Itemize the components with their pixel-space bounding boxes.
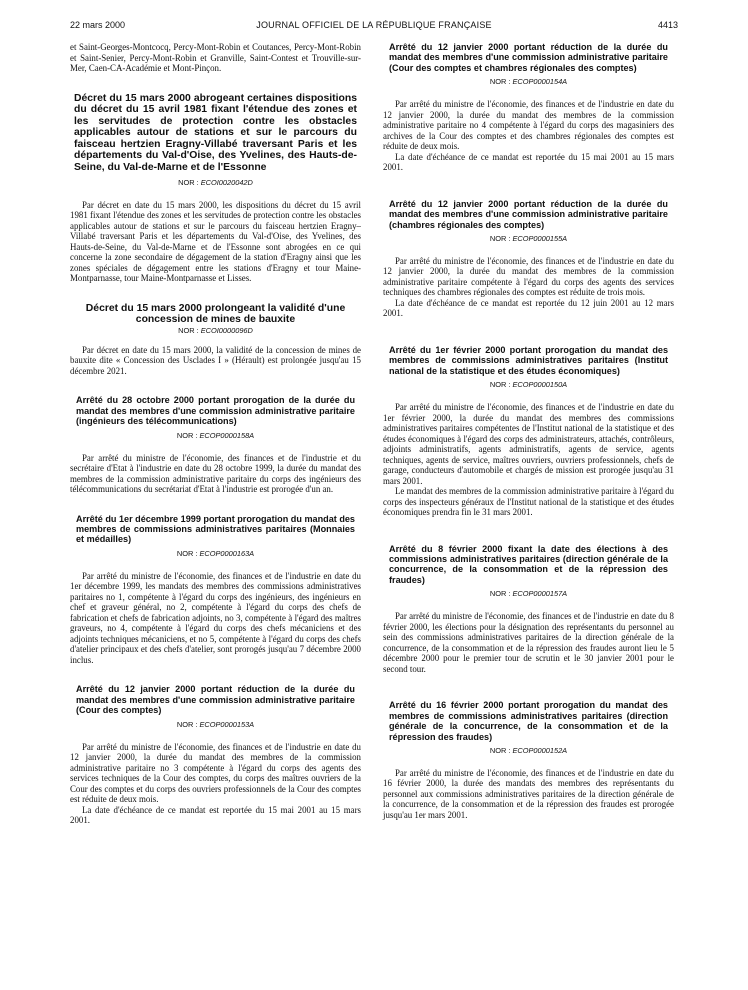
left-column bbox=[70, 42, 361, 826]
arrete-section bbox=[70, 514, 361, 666]
nor-reference bbox=[70, 720, 361, 730]
section-body: Par arrêté du ministre de l'économie, des finances et de l'industrie en date du 8 février 2000, les élections pour la désignation des représentants du personnel au sein des commissions administratives paritaires de la direction générale de la concurrence, de la consommation et de la répression des fraudes auront lieu le 5 décembre 2000 pour le premier tour de scrutin et le 30 janvier 2001 pour le second tour. bbox=[383, 611, 674, 674]
nor-label: NOR : bbox=[489, 233, 511, 243]
nor-code: ECOP0000150A bbox=[512, 380, 568, 390]
nor-label: NOR : bbox=[489, 745, 511, 755]
section-body: Par arrêté du ministre de l'économie, des finances et de l'industrie en date du 1er décembre 1999, les mandats des membres des commissions administratives paritaires no 1, compétente à l'égard du corps des ingénieurs, des ingénieurs en chef et graveur général, no 2, compétente à l'égard du corps des chefs de fabrication et chefs de fabrication adjoints, no 3, compétente à l'égard des maîtres graveurs, no 4, compétente à l'égard du corps des chefs mécaniciens et des adjoints techniques mécaniciens, et no 5, compétente à l'égard du corps des chefs d'atelier principaux et des chefs d'atelier, sont prorogés jusqu'au 7 décembre 2000 inclus. bbox=[70, 570, 361, 665]
section-title: Décret du 15 mars 2000 prolongeant la validité d'une concession de mines de bauxite bbox=[85, 302, 346, 326]
arrete-section bbox=[70, 395, 361, 494]
section-body: Par arrêté du ministre de l'économie, des finances et de l'industrie en date du 12 janvier 2000, la durée du mandat des membres de la commission administrative paritaire no 3 compétente à l'égard du corps des agents des services techniques de la Cour des comptes, du corps des maîtres ouvriers de la Cour des comptes et du corps des ouvriers professionnels de la Cour des comptes est réduite de deux mois. bbox=[70, 741, 361, 804]
header-journal-title: JOURNAL OFFICIEL DE LA RÉPUBLIQUE FRANÇAISE bbox=[256, 20, 492, 30]
section-title: Arrêté du 12 janvier 2000 portant réduction de la durée du mandat des membres d'une commission administrative paritaire (Cour des comptes et chambres régionales des comptes) bbox=[389, 42, 668, 73]
section-title: Arrêté du 1er février 2000 portant prorogation du mandat des membres de commissions administratives paritaires (Institut national de la statistique et des études économiques) bbox=[389, 344, 668, 376]
arrete-section bbox=[383, 199, 674, 319]
nor-reference bbox=[383, 77, 674, 87]
nor-reference bbox=[383, 589, 674, 599]
nor-label: NOR : bbox=[178, 177, 199, 187]
section-title: Arrêté du 1er décembre 1999 portant prorogation du mandat des membres de commissions administratives paritaires (Monnaies et médailles) bbox=[76, 513, 355, 545]
nor-reference bbox=[70, 549, 361, 559]
section-body: Par décret en date du 15 mars 2000, les dispositions du décret du 15 avril 1981 fixant l'étendue des zones et les servitudes de protection contre les obstacles applicables autour de stations et sur le parcours du faisceau hertzien Eragny–Villabé traversant Paris et les départements du Val-d'Oise, des Yvelines, des Hauts-de-Seine, du Val-de-Marne et de l'Essonne sont abrogées en ce qui concerne la zone secondaire de dégagement de la station d'Eragny ainsi que les zones spéciales de dégagement entre les stations d'Eragny et tour Maine-Montparnasse, tour Maine-Montparnasse et Lisses. bbox=[70, 199, 361, 284]
nor-label: NOR : bbox=[178, 325, 199, 335]
arrete-section bbox=[383, 700, 674, 820]
nor-code: ECOP0000155A bbox=[512, 233, 568, 243]
nor-code: ECOP0000157A bbox=[512, 589, 568, 599]
section-title: Arrêté du 28 octobre 2000 portant prorogation de la durée du mandat des membres d'une commission administrative paritaire (ingénieurs des télécommunications) bbox=[76, 395, 355, 427]
section-body: La date d'échéance de ce mandat est reportée du 15 mai 2001 au 15 mars 2001. bbox=[383, 151, 674, 173]
nor-label: NOR : bbox=[176, 548, 198, 558]
section-title: Arrêté du 8 février 2000 fixant la date des élections à des commissions administratives paritaires (direction générale de la concurrence, de la consommation et de la répression des fraudes) bbox=[389, 543, 668, 585]
nor-reference bbox=[70, 431, 361, 441]
nor-reference bbox=[70, 178, 361, 188]
section-body: Par arrêté du ministre de l'économie, des finances et de l'industrie en date du 1er février 2000, la durée du mandat des membres des commissions administratives paritaires compétentes de l'Institut national de la statistique et des études économiques à l'égard des corps des administrateurs, attachés, contrôleurs, adjoints administratifs, agents administratifs, agents de service, agents techniques, agents de service, maîtres ouvriers, ouvriers professionnels, chefs de garage, conducteurs d'automobile et chargés de mission est prorogée jusqu'au 31 mars 2001. bbox=[383, 402, 674, 486]
section-body: Par arrêté du ministre de l'économie, des finances et de l'industrie en date du 16 février 2000, la durée des mandats des membres des représentants du personnel aux commissions administratives paritaires de la direction générale de la concurrence, de la consommation et de la répression des fraudes est prorogée jusqu'au 1er mars 2001. bbox=[383, 767, 674, 820]
header-date: 22 mars 2000 bbox=[70, 20, 126, 30]
nor-label: NOR : bbox=[489, 77, 511, 87]
section-title: Arrêté du 12 janvier 2000 portant réduction de la durée du mandat des membres d'une commission administrative paritaire (Cour des comptes) bbox=[76, 684, 355, 716]
intro-paragraph: et Saint-Georges-Montcocq, Percy-Mont-Robin et Coutances, Percy-Mont-Robin et Saint-Senier, Percy-Mont-Robin et Granville, Saint-Contest et Trouville-sur-Mer, Caen-CA-Académie et Mont-Pinçon. bbox=[70, 42, 361, 73]
nor-code: ECOI0020042D bbox=[200, 177, 253, 187]
section-body: Par arrêté du ministre de l'économie, des finances et de l'industrie et du secrétaire d'Etat à l'industrie en date du 28 octobre 1999, la durée du mandat des membres de la commission administrative paritaire du corps des ingénieurs des télécommunications du secrétariat d'Etat à l'industrie est prorogée d'un an. bbox=[70, 452, 361, 495]
section-title: Arrêté du 16 février 2000 portant prorogation du mandat des membres de commissions administratives paritaires (direction générale de la concurrence, de la consommation et de la répression des fraudes) bbox=[389, 700, 668, 742]
section-body: Par arrêté du ministre de l'économie, des finances et de l'industrie en date du 12 janvier 2000, la durée du mandat des membres de la commission administrative paritaire compétente à l'égard du corps des agents des services techniques des chambres régionales des comptes est réduite de trois mois. bbox=[383, 255, 674, 298]
section-title: Décret du 15 mars 2000 abrogeant certaines dispositions du décret du 15 avril 1981 fixant l'étendue des zones et les servitudes de protection contre les obstacles applicables autour de stations et sur le parcours du faisceau hertzien Eragny-Villabé traversant Paris et les départements du Val-d'Oise, des Yvelines, des Hauts-de-Seine, du Val-de-Marne et de l'Essonne bbox=[74, 92, 357, 174]
nor-code: ECOP0000152A bbox=[512, 745, 568, 755]
nor-reference bbox=[383, 746, 674, 756]
right-column bbox=[383, 42, 674, 820]
nor-label: NOR : bbox=[176, 719, 198, 729]
section-body: Par arrêté du ministre de l'économie, des finances et de l'industrie en date du 12 janvier 2000, la durée du mandat des membres de la commission administrative paritaire no 4 compétente à l'égard du corps des magasiniers des archives de la Cour des comptes et des chambres régionales des comptes est réduite de deux mois. bbox=[383, 99, 674, 152]
section-body: La date d'échéance de ce mandat est reportée du 12 juin 2001 au 12 mars 2001. bbox=[383, 297, 674, 319]
nor-reference bbox=[70, 326, 361, 336]
decree-section bbox=[70, 303, 361, 377]
decree-section bbox=[70, 93, 361, 284]
section-title: Arrêté du 12 janvier 2000 portant réduction de la durée du mandat des membres d'une commission administrative paritaire (chambres régionales des comptes) bbox=[389, 198, 668, 230]
nor-label: NOR : bbox=[489, 589, 511, 599]
nor-code: ECOP0000158A bbox=[199, 430, 255, 440]
header-page-number: 4413 bbox=[657, 20, 678, 30]
section-body: Par décret en date du 15 mars 2000, la validité de la concession de mines de bauxite dite « Concession des Usclades I » (Hérault) est prolongée jusqu'au 15 décembre 2021. bbox=[70, 344, 361, 376]
nor-reference bbox=[383, 234, 674, 244]
nor-code: ECOP0000154A bbox=[512, 77, 568, 87]
section-body: Le mandat des membres de la commission administrative paritaire à l'égard du corps des inspecteurs généraux de l'Institut national de la statistique et des études économiques prendra fin le 31 mars 2001. bbox=[383, 486, 674, 518]
nor-label: NOR : bbox=[176, 430, 198, 440]
section-body: La date d'échéance de ce mandat est reportée du 15 mai 2001 au 15 mars 2001. bbox=[70, 804, 361, 825]
arrete-section bbox=[383, 544, 674, 675]
nor-code: ECOP0000153A bbox=[199, 719, 255, 729]
arrete-section bbox=[383, 345, 674, 518]
nor-reference bbox=[383, 380, 674, 390]
arrete-section bbox=[383, 42, 674, 173]
page-header bbox=[70, 20, 678, 34]
arrete-section bbox=[70, 684, 361, 825]
nor-code: ECOP0000163A bbox=[199, 548, 255, 558]
nor-label: NOR : bbox=[489, 380, 511, 390]
nor-code: ECOI0000096D bbox=[200, 325, 253, 335]
